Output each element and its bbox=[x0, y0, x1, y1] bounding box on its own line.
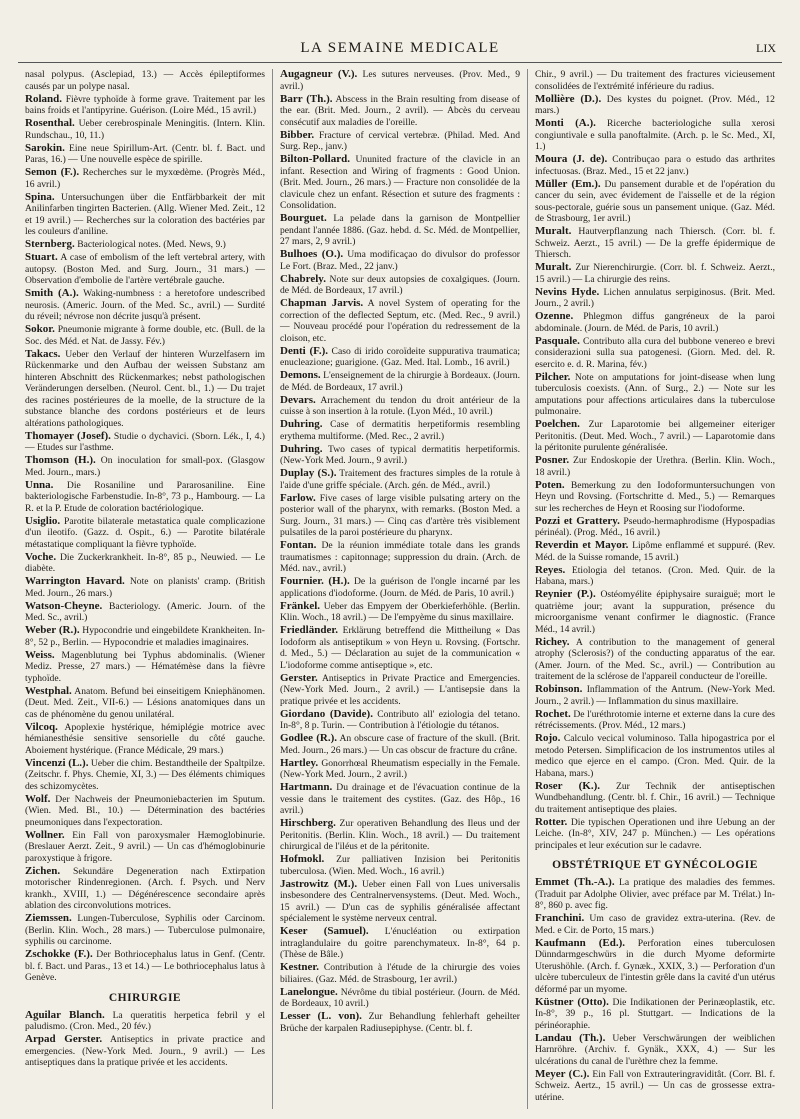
entry-author: Devars. bbox=[280, 393, 316, 406]
entry-author: Farlow. bbox=[280, 491, 316, 504]
entry-text: Parotite bilaterale metastatica quale complicazione d'un ileotifo. (Gazz. d. Ospit., 6.) — Parotite bilatérale métastatique compliquant la fièvre typhoïde. bbox=[25, 515, 265, 550]
entry-text: Eine neue Spirillum-Art. (Centr. bl. f. Bact. und Paras, 16.) — Une nouvelle espèce de spirille. bbox=[25, 142, 265, 165]
column-middle bbox=[273, 69, 528, 1109]
entry-author: Poten. bbox=[535, 478, 565, 491]
entry-text: La pratique des maladies des femmes. (Traduit par Adolphe Olivier, avec préface par M. Trélat.) In-8°, 860 p. avec fig. bbox=[535, 877, 775, 911]
bibliography-entry bbox=[25, 1010, 265, 1033]
entry-text: Pseudo-hermaphrodisme (Hypospadias périnéal). (Prog. Méd., 16 avril.) bbox=[535, 515, 775, 538]
bibliography-entry bbox=[25, 288, 265, 323]
entry-author: Stuart. bbox=[25, 251, 58, 263]
entry-text: Magenblutung bei Typhus abdominalis. (Wiener Mediz. Presse, 27 mars.) — Hématémèse dans la fièvre typhoïde. bbox=[25, 649, 266, 684]
entry-text: Ein Fall von Extrauteringraviditât. (Corr. Bl. f. Schweiz. Aertz., 15 avril.) — Un cas de grossesse extra-utérine. bbox=[535, 1068, 775, 1103]
entry-author: Duhring. bbox=[280, 418, 323, 430]
bibliography-entry bbox=[280, 395, 520, 418]
bibliography-entry bbox=[535, 817, 775, 852]
entry-text: Ueber das Empyem der Oberkieferhöhle. (Berlin. Klin. Woch., 18 avril.) — De l'empyème du sinus maxillaire. bbox=[280, 600, 520, 623]
entry-text: Bacteriology. (Americ. Journ. of the Med. Sc., avril.) bbox=[25, 600, 265, 623]
entry-text: Pneumonie migrante à forme double, etc. (Bull. de la Soc. des Méd. et Nat. de Jassy. Fév.) bbox=[25, 324, 265, 347]
entry-text: Fracture of cervical vertebræ. (Philad. Med. And Surg. Rep., janv.) bbox=[280, 129, 521, 152]
entry-author: Duhring. bbox=[280, 442, 323, 455]
entry-author: Duplay (S.). bbox=[280, 467, 337, 479]
entry-author: Weiss. bbox=[25, 648, 55, 661]
bibliography-entry bbox=[535, 419, 775, 454]
bibliography-entry bbox=[280, 346, 520, 369]
entry-text: A case of embolism of the left vertebral artery, with autopsy. (Boston Med. and Surg. Journ., 31 mars.) — Observation d'embolie de l'artère vertébrale gauche. bbox=[25, 252, 266, 286]
entry-author: Bilton-Pollard. bbox=[280, 153, 350, 165]
entry-author: Reyes. bbox=[535, 563, 566, 576]
column-right bbox=[528, 69, 782, 1109]
bibliography-entry bbox=[280, 782, 520, 817]
entry-author: Fontan. bbox=[280, 539, 317, 551]
bibliography-entry bbox=[25, 324, 265, 347]
entry-text: Der Nachweis der Pneumoniebacterien im Sputum. (Wien. Med. Bl., 10.) — Détermination des bactéries pneumoniques dans l'expectoration. bbox=[25, 793, 265, 828]
bibliography-entry bbox=[280, 601, 520, 624]
entry-author: Wollner. bbox=[25, 828, 65, 841]
entry-text: nasal polypus. (Asclepiad, 13.) — Accès épileptiformes causés par un polype nasal. bbox=[25, 69, 265, 92]
entry-text: Zur Nierenchirurgie. (Corr. bl. f. Schweiz. Aerzt., 15 avril.) — La chirurgie des reins. bbox=[535, 262, 775, 285]
entry-author: Fränkel. bbox=[280, 599, 321, 612]
bibliography-entry bbox=[535, 311, 775, 334]
bibliography-entry bbox=[535, 684, 775, 707]
entry-author: Rosenthal. bbox=[25, 117, 75, 129]
bibliography-entry bbox=[535, 637, 775, 683]
bibliography-entry bbox=[25, 913, 265, 948]
entry-author: Chabrely. bbox=[280, 272, 326, 285]
entry-author: Hartmann. bbox=[280, 781, 333, 793]
bibliography-entry bbox=[280, 274, 520, 297]
entry-text: Ueber die chim. Bestandtheile der Spaltpilze. (Zeitschr. f. Phys. Chemie, XI, 3.) — Des éléments chimiques des schizomycètes. bbox=[25, 757, 265, 792]
entry-author: Hofmokl. bbox=[280, 853, 325, 865]
bibliography-entry bbox=[25, 949, 265, 984]
entry-text: Anatom. Befund bei einseitigem Kniephänomen. (Deut. Med. Zeit., VII-6.) — Lésions anatomiques dans un cas de phénomène du genou unilatéral. bbox=[25, 685, 265, 720]
entry-text: Contribution à l'étude de la chirurgie des voies biliaires. (Gaz. Méd. de Strasbourg, 1er avril.) bbox=[280, 962, 520, 985]
entry-author: Zichen. bbox=[25, 864, 61, 877]
entry-author: Pilcher. bbox=[535, 370, 571, 383]
entry-text: An obscure case of fracture of the skull. (Brit. Med. Journ., 26 mars.) — Un cas obscur de fracture du crâne. bbox=[280, 733, 521, 756]
bibliography-entry bbox=[25, 794, 265, 829]
entry-author: Richey. bbox=[535, 635, 570, 648]
entry-author: Robinson. bbox=[535, 683, 583, 695]
page-header bbox=[18, 38, 782, 63]
bibliography-entry bbox=[25, 480, 265, 515]
entry-author: Nevins Hyde. bbox=[535, 285, 600, 298]
bibliography-entry bbox=[25, 94, 265, 117]
entry-text: De la guérison de l'ongle incarné par les applications d'iodoforme. (Journ. de Méd. de Paris, 10 avril.) bbox=[280, 576, 521, 599]
entry-author: Hartley. bbox=[280, 756, 319, 769]
bibliography-entry bbox=[280, 249, 520, 272]
entry-text: Arrachement du tendon du droit antérieur de la cuisse à son insertion à la rotule. (Lyon Méd., 10 avril.) bbox=[280, 394, 520, 417]
entry-text: Lichen annulatus serpiginosus. (Brit. Med. Journ., 2 avril.) bbox=[535, 286, 775, 309]
entry-author: Posner. bbox=[535, 454, 570, 466]
bibliography-entry bbox=[25, 576, 265, 599]
entry-text: Apoplexie hystérique, hémiplégie motrice avec hémianesthésie sensitive sensorielle du côté gauche. Aboiement hystérique. (France Médicale, 29 mars.) bbox=[25, 721, 265, 756]
entry-author: Thomayer (Josef). bbox=[25, 429, 111, 442]
entry-author: Küstner (Otto). bbox=[535, 995, 609, 1008]
entry-author: Vincenzi (L.). bbox=[25, 756, 89, 769]
bibliography-entry bbox=[535, 877, 775, 912]
entry-text: Ein Fall von paroxysmaler Hæmoglobinurie. (Breslauer Aerzt. Zeit., 9 avril.) — Un cas d'hémoglobinurie paroxystique à frigore. bbox=[25, 829, 265, 864]
bibliography-entry bbox=[535, 1033, 775, 1068]
bibliography-entry bbox=[535, 913, 775, 936]
entry-author: Watson-Cheyne. bbox=[25, 599, 103, 612]
entry-author: Poelchen. bbox=[535, 418, 580, 430]
bibliography-entry bbox=[280, 444, 520, 467]
entry-text: A contribution to the management of general atrophy (Sclerosis?) of the conducting apparatus of the ear. (Amer. Journ. of the Med. Sc., avril.) — Contribution au traitement de la sclérose de l'appareil conducteur de l'oreille. bbox=[535, 636, 775, 682]
bibliography-entry bbox=[25, 552, 265, 575]
entry-text: Zur Laparotomie bei allgemeiner eiteriger Peritonitis. (Deut. Med. Woch., 7 avril.) — Laparotomie dans la péritonite purulente généralisée. bbox=[535, 419, 775, 453]
bibliography-entry bbox=[280, 154, 520, 212]
entry-text: Des kystes du poignet. (Prov. Méd., 12 mars.) bbox=[535, 93, 775, 116]
bibliography-entry bbox=[535, 94, 775, 117]
entry-text: Caso di irido coroïdeite suppurativa traumatica; enucleazione; guarigione. (Gaz. Med. Ital. Lomb., 16 avril.) bbox=[280, 345, 521, 368]
entry-author: Wolf. bbox=[25, 792, 51, 805]
entry-author: Weber (R.). bbox=[25, 624, 80, 636]
entry-author: Keser (Samuel). bbox=[280, 925, 369, 937]
bibliography-entry bbox=[535, 262, 775, 285]
entry-author: Muralt. bbox=[535, 261, 572, 273]
entry-text: Studie o dychavici. (Sborn. Lék., I, 4.) — Etudes sur l'asthme. bbox=[25, 430, 265, 453]
bibliography-entry bbox=[25, 722, 265, 757]
bibliography-entry bbox=[25, 625, 265, 648]
entry-author: Meyer (C.). bbox=[535, 1067, 590, 1080]
bibliography-entry bbox=[280, 468, 520, 491]
entry-author: Emmet (Th.-A.). bbox=[535, 876, 615, 888]
column-left bbox=[18, 69, 273, 1109]
entry-text: Case of dermatitis herpetiformis resembling erythema multiforme. (Med. Rec., 2 avril.) bbox=[280, 419, 520, 442]
entry-text: Die Indikationen der Perinæoplastik, etc. In-8°, 39 p., 16 pl. Stuttgart. — Indications de la périnéoraphie. bbox=[535, 996, 775, 1031]
bibliography-entry bbox=[25, 252, 265, 287]
page-number: LIX bbox=[756, 41, 776, 55]
bibliography-entry bbox=[535, 179, 775, 225]
entry-author: Rojo. bbox=[535, 732, 561, 744]
bibliography-entry bbox=[535, 589, 775, 635]
bibliography-entry bbox=[25, 167, 265, 190]
bibliography-entry bbox=[25, 431, 265, 454]
entry-text: Die typischen Operationen und ihre Uebung an der Leiche. (In-8°, XIV, 247 p. München.) — Les opérations principales et leur exécution sur le cadavre. bbox=[535, 816, 775, 851]
bibliography-entry bbox=[535, 709, 775, 732]
entry-text: Erklärung betreffend die Mittheilung « Das Iodoform als antiseptikum » von Heyn u. Rovsing. (Fortschr. d. Med., 5.) — Déclaration au sujet de la communication « L'iodoforme comme antiseptique », etc. bbox=[280, 625, 520, 671]
entry-text: Etiologia del tetanos. (Cron. Med. Quir. de la Habana, mars.) bbox=[535, 564, 775, 587]
bibliography-entry bbox=[280, 758, 520, 781]
entry-text: Ostéomyélite épiphysaire suraiguë; mort le quatrième jour; avant la suppuration, présence du microorganisme venant confirmer le diagnostic. (France Méd., 14 avril.) bbox=[535, 589, 775, 635]
bibliography-entry bbox=[535, 938, 775, 996]
bibliography-entry bbox=[535, 540, 775, 563]
bibliography-entry bbox=[25, 69, 265, 92]
entry-author: Arpad Gerster. bbox=[25, 1033, 103, 1045]
entry-author: Kaufmann (Ed.). bbox=[535, 936, 626, 949]
entry-text: Les sutures nerveuses. (Prov. Med., 9 avril.) bbox=[280, 69, 520, 92]
entry-author: Giordano (Davide). bbox=[280, 707, 373, 720]
bibliography-entry bbox=[25, 455, 265, 478]
entry-author: Müller (Em.). bbox=[535, 177, 601, 190]
entry-author: Sokor. bbox=[25, 323, 55, 335]
entry-text: Zur Technik der antiseptischen Wundbehandlung. (Centr. bl. f. Chir., 16 avril.) — Technique du traitement antiseptique des plaies. bbox=[535, 780, 775, 815]
bibliography-entry bbox=[25, 830, 265, 865]
entry-text: Ricerche bacteriologiche sulla xerosi congiuntivale e sulla panoftalmite. (Arch. p. le Sc. Med., XI, 1.) bbox=[535, 118, 775, 152]
entry-text: On inoculation for small-pox. (Glasgow Med. Journ., mars.) bbox=[25, 455, 265, 478]
entry-author: Landau (Th.). bbox=[535, 1031, 606, 1044]
entry-author: Franchini. bbox=[535, 912, 585, 924]
section-heading: CHIRURGIE bbox=[108, 991, 182, 1004]
entry-author: Gerster. bbox=[280, 671, 318, 684]
entry-text: Inflammation of the Antrum. (New-York Med. Journ., 2 avril.) — Inflammation du sinus maxillaire. bbox=[535, 684, 775, 707]
entry-author: Muralt. bbox=[535, 225, 572, 237]
entry-author: Bulhoes (O.). bbox=[280, 248, 344, 260]
entry-text: La pelade dans la garnison de Montpellier pendant l'année 1886. (Gaz. hebd. d. Sc. Méd. de Montpellier, 27 mars, 2, 9 avril.) bbox=[280, 213, 520, 247]
bibliography-entry bbox=[280, 370, 520, 393]
entry-author: Lanelongue. bbox=[280, 985, 338, 998]
bibliography-entry bbox=[280, 987, 520, 1010]
bibliography-entry bbox=[280, 69, 520, 92]
entry-text: Um caso de gravidez extra-uterina. (Rev. de Med. e Cir. de Porto, 15 mars.) bbox=[535, 913, 775, 936]
entry-text: Recherches sur le myxœdème. (Progrès Méd., 16 avril.) bbox=[25, 167, 265, 190]
bibliography-entry bbox=[25, 601, 265, 624]
bibliography-entry bbox=[280, 854, 520, 877]
running-title: LA SEMAINE MEDICALE bbox=[300, 40, 500, 56]
bibliography-entry bbox=[535, 480, 775, 515]
entry-author: Demons. bbox=[280, 369, 321, 381]
entry-text: Bemerkung zu den Iodoformuntersuchungen von Heyn und Rovsing. (Fortschritte d. Med., 5.) — Remarques sur les recherches de Heyn et Roosing sur l'iodoforme. bbox=[535, 479, 775, 514]
entry-author: Voche. bbox=[25, 550, 57, 563]
entry-author: Thomson (H.). bbox=[25, 454, 96, 466]
entry-author: Chapman Jarvis. bbox=[280, 297, 364, 309]
entry-text: Névrôme du tibial postérieur. (Journ. de Méd. de Bordeaux, 10 avril.) bbox=[280, 986, 521, 1009]
bibliography-entry bbox=[25, 686, 265, 721]
bibliography-entry bbox=[25, 143, 265, 166]
bibliography-entry bbox=[25, 866, 265, 912]
entry-author: Kestner. bbox=[280, 961, 320, 973]
entry-author: Jastrowitz (M.). bbox=[280, 877, 358, 890]
bibliography-entry bbox=[535, 1069, 775, 1104]
entry-text: A novel System of operating for the correction of the deflected Septum, etc. (Med. Rec., 9 avril.) — Nouveau procédé pour l'opération du redressement de la cloison, etc. bbox=[280, 298, 521, 344]
entry-text: Gonorrhœal Rheumatism especially in the Female. (New-York Med. Journ., 2 avril.) bbox=[280, 757, 520, 780]
bibliography-entry bbox=[280, 213, 520, 248]
bibliography-entry bbox=[280, 94, 520, 129]
entry-text: Hypocondrie und eingebildete Krankheiten. In-8°, 52 p., Berlin. — Hypocondrie et maladies imaginaires. bbox=[25, 625, 265, 648]
bibliography-entry bbox=[280, 733, 520, 756]
entry-text: La queratitis herpetica febril y el paludismo. (Cron. Med., 20 fév.) bbox=[25, 1009, 265, 1032]
entry-text: Contributo alla cura del bubbone venereo e brevi considerazioni sulla sua patogenesi. (Giorn. Med. del. R. esercito e. d. R. Marina, fév.) bbox=[535, 335, 776, 370]
bibliography-entry bbox=[535, 372, 775, 418]
entry-text: Zur Endoskopie der Urethra. (Berlin. Klin. Woch., 18 avril.) bbox=[535, 455, 775, 478]
entry-text: Note on amputations for joint-disease when lung tuberculosis coexists. (Ann. of Surg., 2.) — Note sur les amputations pour affections articulaires dans la tuberculose pulmonaire. bbox=[535, 371, 775, 417]
bibliography-entry bbox=[25, 239, 265, 251]
entry-author: Warrington Havard. bbox=[25, 575, 125, 587]
entry-text: Ueber einen Fall von Lues universalis insbesondere des Centralnervensystems. (Deut. Med. Woch., 15 avril.) — D'un cas de syphilis généralisée affectant spécialement le système nerveux central. bbox=[280, 878, 520, 924]
bibliography-entry bbox=[280, 926, 520, 961]
entry-author: Hirschberg. bbox=[280, 817, 336, 829]
entry-text: Contribuçao para o estudo das arthrites infectuosas. (Braz. Med., 15 et 22 janv.) bbox=[535, 154, 775, 177]
bibliography-columns bbox=[18, 69, 782, 1109]
bibliography-entry bbox=[535, 516, 775, 539]
entry-author: Aguilar Blanch. bbox=[25, 1008, 105, 1021]
entry-text: Two cases of typical dermatitis herpetiformis. (New-York Med. Journ., 9 avril.) bbox=[280, 443, 520, 466]
entry-author: Moura (J. de). bbox=[535, 153, 608, 165]
entry-text: Fièvre typhoïde à forme grave. Traitement par les bains froids et l'antipyrine. Guérison. (Loire Méd., 15 avril.) bbox=[25, 93, 265, 116]
bibliography-entry bbox=[280, 1011, 520, 1034]
bibliography-entry bbox=[25, 1034, 265, 1069]
bibliography-entry bbox=[535, 733, 775, 779]
entry-text: Ueber den Verlauf der hinteren Wurzelfasern im Rückenmarke und den Aufbau der weissen Substanz am hinteren Abschnitt des Rückenmarkes; nebst pathologischen Veränderungen derselben. (Neurol. Cent. bl., 1.) — Du trajet des racines postérieures de la moelle, de la structure de la substance blanche des cordons postérieurs et de leurs altérations pathologiques. bbox=[25, 348, 266, 429]
bibliography-entry bbox=[280, 962, 520, 985]
bibliography-entry bbox=[25, 758, 265, 793]
bibliography-entry bbox=[280, 709, 520, 732]
entry-text: Note on planists' cramp. (British Med. Journ., 26 mars.) bbox=[25, 576, 265, 599]
bibliography-entry bbox=[280, 818, 520, 853]
entry-text: Perforation eines tuberculosen Dünndarmgeschwürs in die durch Myome deformirte Uterushöhle. (Arch. f. Gynæk., XXIX, 3.) — Perforation d'un ulcère tuberculeux de l'intestin grêle dans la cavité d'un utérus déformé par un myome. bbox=[535, 937, 775, 995]
entry-text: Contributo all' eziologia del tetano. In-8°, 8 p. Turin. — Contribution à l'étiologie du tétanos. bbox=[280, 708, 520, 731]
bibliography-entry bbox=[280, 298, 520, 344]
entry-text: Chir., 9 avril.) — Du traitement des fractures vicieusement consolidées de l'extrémité inférieure du radius. bbox=[535, 69, 775, 92]
entry-author: Westphal. bbox=[25, 684, 72, 697]
entry-author: Ozenne. bbox=[535, 310, 574, 322]
entry-author: Pozzi et Grattery. bbox=[535, 514, 620, 527]
entry-author: Pasquale. bbox=[535, 334, 580, 347]
entry-text: Ununited fracture of the clavicle in an infant. Resection and Wiring of fragments : Good Union. (Brit. Med. Journ., 26 mars.) — Fracture non consolidée de la clavicule chez un enfant. Résection et suture des fragments : Consolidation. bbox=[280, 154, 520, 211]
bibliography-entry bbox=[25, 650, 265, 685]
entry-author: Rotter. bbox=[535, 815, 568, 828]
entry-author: Friedländer. bbox=[280, 624, 338, 636]
bibliography-entry bbox=[280, 493, 520, 539]
bibliography-entry bbox=[535, 69, 775, 92]
entry-author: Spina. bbox=[25, 190, 55, 203]
entry-text: De l'uréthrotomie interne et externe dans la cure des rétrécissements. (Prov. Méd., 12 mars.) bbox=[535, 708, 775, 731]
bibliography-entry bbox=[25, 516, 265, 551]
bibliography-entry bbox=[280, 879, 520, 925]
bibliography-entry bbox=[535, 118, 775, 153]
entry-author: Lesser (L. von). bbox=[280, 1010, 362, 1022]
entry-text: Antiseptics in Private Practice and Emergencies. (New-York Med. Journ., 2 avril.) — L'antisepsie dans la pratique privée et les accidents. bbox=[280, 672, 521, 707]
bibliography-entry bbox=[535, 226, 775, 261]
bibliography-entry bbox=[535, 997, 775, 1032]
entry-text: Note sur deux autopsies de coxalgiques. (Journ. de Méd. de Bordeaux, 17 avril.) bbox=[280, 273, 520, 296]
entry-text: Calculo vecical voluminoso. Talla hipogastrica por el metodo Petersen. Simplificacion de los instrumentos utiles al medico que ejerce en el campo. (Cron. Med. Quir. de la Habana, mars.) bbox=[535, 733, 775, 779]
entry-text: De la réunion immédiate totale dans les grands traumatismes : capitonnage; suppression du drain. (Arch. de Méd. nav., avril.) bbox=[280, 540, 520, 574]
entry-text: Sekundäre Degeneration nach Extirpation motorischer Rindenregionen. (Arch. f. Psych. und Nerv krankh., XVIII, 1.) — Dégénérescence secondaire après ablation des circonvolutions motrices. bbox=[25, 865, 265, 911]
entry-text: Phlegmon diffus gangréneux de la paroi abdominale. (Journ. de Méd. de Paris, 10 avril.) bbox=[535, 311, 775, 334]
entry-text: Untersuchungen über die Entfärbbarkeit der mit Anilinfarben tingirten Bacterien. (Allg. Wiener Med. Zeit., 12 et 19 avril.) — Recherches sur la coloration des bactéries par les couleurs d'aniline. bbox=[25, 191, 265, 237]
entry-text: Hautverpflanzung nach Thiersch. (Corr. bl. f. Schweiz. Aerzt., 15 avril.) — De la greffe épidermique de Thiersch. bbox=[535, 226, 775, 260]
entry-author: Rochet. bbox=[535, 707, 571, 720]
entry-author: Roland. bbox=[25, 92, 62, 105]
bibliography-entry bbox=[535, 455, 775, 478]
bibliography-entry bbox=[280, 673, 520, 708]
entry-author: Monti (A.). bbox=[535, 117, 596, 129]
entry-text: Zur operativen Behandlung des Ileus und der Peritonitis. (Berlin. Klin. Woch., 18 avril.) — Du traitement chirurgical de l'iléus et de la péritonite. bbox=[280, 818, 521, 852]
entry-text: Die Zuckerkrankheit. In-8°, 85 p., Neuwied. — Le diabète. bbox=[25, 551, 265, 574]
bibliography-entry bbox=[535, 154, 775, 177]
entry-author: Barr (Th.). bbox=[280, 92, 333, 105]
entry-author: Ziemssen. bbox=[25, 912, 72, 924]
bibliography-entry bbox=[535, 336, 775, 371]
entry-author: Takacs. bbox=[25, 347, 61, 360]
bibliography-entry bbox=[280, 419, 520, 442]
bibliography-entry bbox=[535, 287, 775, 310]
bibliography-entry bbox=[535, 565, 775, 588]
entry-author: Reverdin et Mayor. bbox=[535, 539, 629, 551]
bibliography-entry bbox=[25, 192, 265, 238]
entry-text: Zur palliativen Inzision bei Peritonitis tuberculosa. (Wien. Med. Woch., 16 avril.) bbox=[280, 854, 520, 877]
bibliography-entry bbox=[280, 130, 520, 153]
entry-text: Die Rosaniline und Pararosaniline. Eine bakteriologische Farbenstudie. In-8°, 73 p., Hambourg. — La R. et la P. Etude de coloration bactériologique. bbox=[25, 479, 265, 514]
entry-author: Smith (A.). bbox=[25, 287, 79, 299]
entry-author: Zschokke (F.). bbox=[25, 948, 93, 960]
entry-author: Godlee (R.). bbox=[280, 732, 338, 744]
entry-text: Bacteriological notes. (Med. News, 9.) bbox=[77, 239, 226, 250]
bibliography-entry bbox=[280, 576, 520, 599]
entry-author: Unna. bbox=[25, 478, 54, 491]
entry-author: Bourguet. bbox=[280, 212, 327, 224]
bibliography-entry bbox=[280, 540, 520, 575]
entry-text: L'enseignement de la chirurgie à Bordeaux. (Journ. de Méd. de Bordeaux, 17 avril.) bbox=[280, 370, 520, 393]
entry-text: L'énucléation ou extirpation intraglandulaire du goitre parenchymateux. In-8°, 64 p. (Thèse de Bâle.) bbox=[280, 926, 520, 960]
entry-author: Roser (K.). bbox=[535, 779, 601, 792]
bibliography-entry bbox=[535, 781, 775, 816]
entry-author: Reynier (P.). bbox=[535, 588, 596, 600]
entry-author: Sternberg. bbox=[25, 238, 75, 250]
entry-text: Waking-numbness : a heretofore undescribed neurosis. (Americ. Journ. of the Med. Sc., avril.) — Surdité du réveil; névrose non décrite jusqu'à présent. bbox=[25, 288, 265, 322]
entry-text: Lipôme enflammé et suppuré. (Rev. Méd. de la Suisse romande, 15 avril.) bbox=[535, 540, 775, 563]
entry-text: Ueber cerebrospinale Meningitis. (Intern. Klin. Rundschau., 10, 11.) bbox=[25, 118, 265, 141]
entry-author: Bibber. bbox=[280, 128, 315, 141]
entry-author: Vilcoq. bbox=[25, 720, 58, 733]
entry-text: Antiseptics in private practice and emergencies. (New-York Med. Journ., 9 avril.) — Les antiseptiques dans la pratique privée et les accidents. bbox=[25, 1034, 265, 1068]
entry-text: Du pansement durable et de l'opération du cancer du sein, avec évidement de l'aisselle et de la région sous-pectorale, guérie sous un pansement unique. (Gaz. Méd. de Strasbourg, 1er avril.) bbox=[535, 178, 776, 224]
bibliography-entry bbox=[280, 625, 520, 671]
entry-text: Der Bothriocephalus latus in Genf. (Centr. bl. f. Bact. und Paras., 13 et 14.) — Le bothriocephalus latus à Genève. bbox=[25, 949, 265, 983]
entry-text: Du drainage et de l'évacuation continue de la vessie dans le traitement des cystites. (Gaz. des Hôp., 16 avril.) bbox=[280, 782, 520, 816]
entry-text: Abscess in the Brain resulting from disease of the ear. (Brit. Med. Journ., 2 avril). — Abcès du cerveau consécutif aux maladies de l'oreille. bbox=[280, 93, 520, 128]
entry-author: Sarokin. bbox=[25, 141, 65, 154]
entry-text: Zur Behandlung fehlerhaft geheilter Brüche der karpalen Radiusepiphyse. (Centr. bl. f. bbox=[280, 1011, 520, 1034]
entry-author: Denti (F.). bbox=[280, 344, 329, 357]
entry-author: Usiglio. bbox=[25, 514, 61, 527]
entry-author: Augagneur (V.). bbox=[280, 69, 358, 80]
entry-text: Ueber Verschwärungen der weiblichen Harnröhre. (Archiv. f. Gynäk., XXX, 4.) — Sur les ulcérations du canal de l'urèthre chez la femme. bbox=[535, 1032, 775, 1067]
bibliography-entry bbox=[25, 118, 265, 141]
entry-author: Fournier. (H.). bbox=[280, 575, 350, 587]
entry-author: Semon (F.). bbox=[25, 166, 80, 178]
section-heading: OBSTÉTRIQUE ET GYNÉCOLOGIE bbox=[552, 859, 758, 871]
entry-text: Five cases of large visible pulsating artery on the posterior wall of the pharynx, with remarks. (Boston Med. a Surg. Journ., 31 mars.) — Cinq cas d'artère très visiblement pulsatiles de la paroi postérieure du pharynx. bbox=[280, 492, 520, 538]
entry-text: Uma modificaçao do divulsor do professor Le Fort. (Braz. Med., 22 janv.) bbox=[280, 249, 520, 272]
entry-author: Mollière (D.). bbox=[535, 92, 602, 105]
entry-text: Traitement des fractures simples de la rotule à l'aide d'une griffe spéciale. (Arch. gén. de Méd., avril.) bbox=[280, 468, 521, 491]
bibliography-entry bbox=[25, 349, 265, 430]
entry-text: Lungen-Tuberculose, Syphilis oder Carcinom. (Berlin. Klin. Woch., 28 mars.) — Tuberculose pulmonaire, syphilis ou carcinome. bbox=[25, 913, 265, 947]
